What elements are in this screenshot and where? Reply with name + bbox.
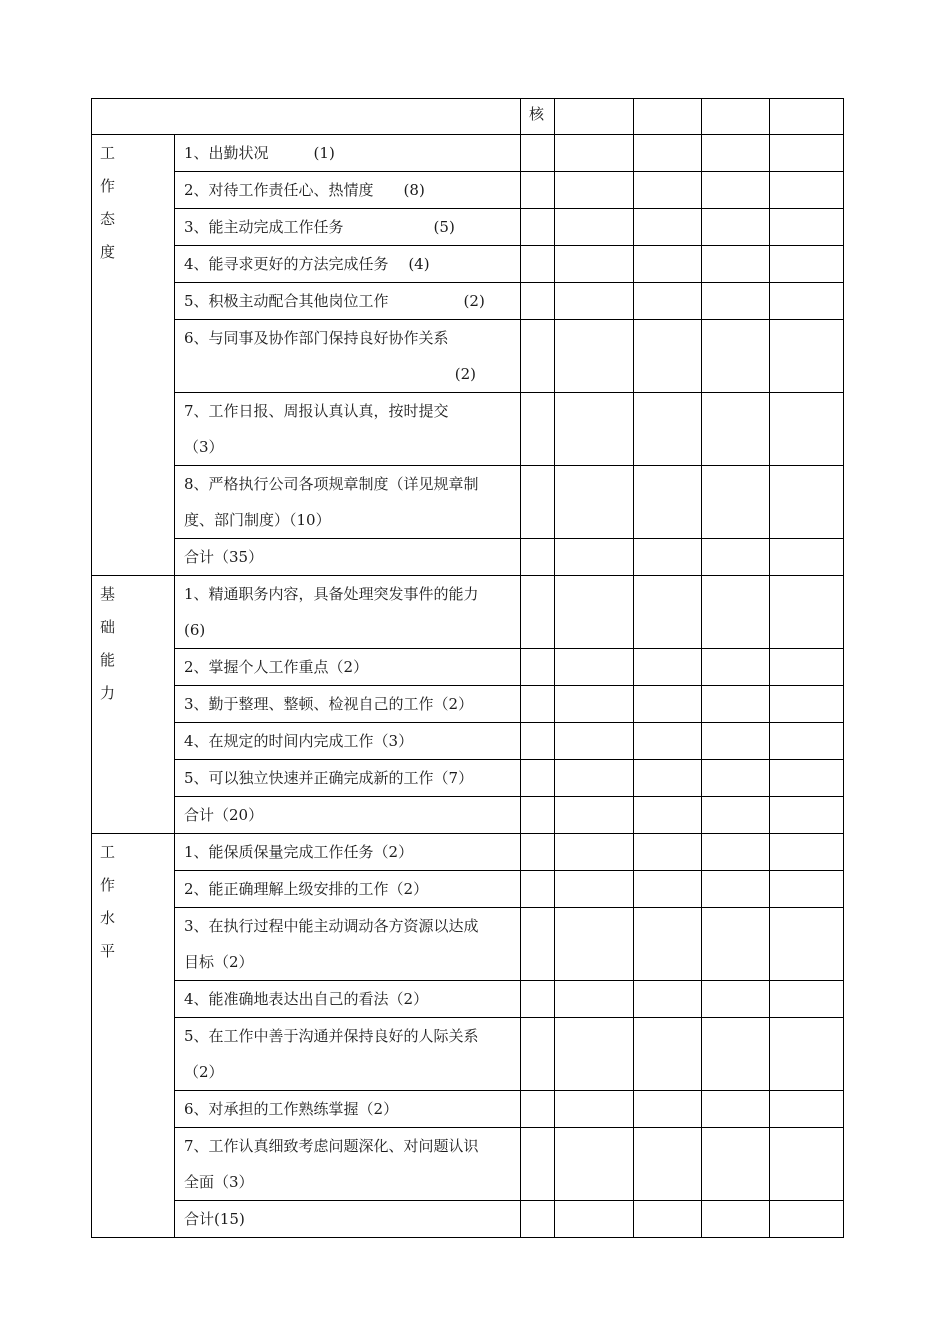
score-cell bbox=[634, 686, 702, 723]
score-cell bbox=[634, 539, 702, 576]
score-cell bbox=[634, 981, 702, 1018]
score-cell bbox=[555, 466, 634, 539]
category-char: 作 bbox=[100, 177, 116, 195]
score-cell bbox=[702, 834, 770, 871]
score-cell bbox=[702, 283, 770, 320]
item-text: 5、在工作中善于沟通并保持良好的人际关系 bbox=[184, 1027, 479, 1045]
score-cell bbox=[702, 209, 770, 246]
mark-cell bbox=[521, 246, 555, 283]
item-cell bbox=[175, 576, 521, 649]
table-row bbox=[92, 908, 844, 981]
score-cell bbox=[770, 99, 844, 135]
score-cell bbox=[770, 723, 844, 760]
score-cell bbox=[555, 99, 634, 135]
score-cell bbox=[770, 135, 844, 172]
score-cell bbox=[702, 135, 770, 172]
score-cell bbox=[555, 834, 634, 871]
mark-cell bbox=[521, 723, 555, 760]
score-cell bbox=[634, 1201, 702, 1238]
mark-cell bbox=[521, 797, 555, 834]
item-text-cont: 度、部门制度）（10） bbox=[184, 511, 331, 529]
header-blank-cell bbox=[92, 99, 521, 135]
item-text: 4、能寻求更好的方法完成任务 (4) bbox=[184, 255, 430, 273]
mark-cell bbox=[521, 834, 555, 871]
item-cell bbox=[175, 1018, 521, 1091]
item-cell bbox=[175, 209, 521, 246]
category-char: 水 bbox=[100, 909, 116, 927]
category-char: 能 bbox=[100, 651, 116, 669]
table-row bbox=[92, 1201, 844, 1238]
table-row bbox=[92, 871, 844, 908]
score-cell bbox=[555, 283, 634, 320]
score-cell bbox=[555, 209, 634, 246]
score-cell bbox=[634, 1091, 702, 1128]
score-cell bbox=[634, 1018, 702, 1091]
item-text-cont: 全面（3） bbox=[184, 1173, 254, 1191]
score-cell bbox=[634, 393, 702, 466]
score-cell bbox=[770, 576, 844, 649]
category-cell bbox=[92, 834, 175, 1238]
table-row bbox=[92, 649, 844, 686]
mark-cell bbox=[521, 981, 555, 1018]
item-text-cont: （2） bbox=[184, 1063, 224, 1081]
score-cell bbox=[702, 1018, 770, 1091]
mark-cell bbox=[521, 539, 555, 576]
subtotal-text: 合计（35） bbox=[184, 548, 264, 566]
table-row bbox=[92, 1018, 844, 1091]
item-cell bbox=[175, 760, 521, 797]
table-row bbox=[92, 723, 844, 760]
score-cell bbox=[770, 320, 844, 393]
score-cell bbox=[770, 1091, 844, 1128]
score-cell bbox=[634, 649, 702, 686]
table-row bbox=[92, 172, 844, 209]
score-cell bbox=[770, 466, 844, 539]
score-cell bbox=[702, 539, 770, 576]
mark-cell bbox=[521, 1201, 555, 1238]
table-row bbox=[92, 209, 844, 246]
score-cell bbox=[555, 320, 634, 393]
item-cell bbox=[175, 172, 521, 209]
score-cell bbox=[770, 871, 844, 908]
score-cell bbox=[770, 1201, 844, 1238]
table-row bbox=[92, 686, 844, 723]
score-cell bbox=[555, 908, 634, 981]
subtotal-cell bbox=[175, 797, 521, 834]
category-char: 工 bbox=[100, 144, 116, 162]
item-text-cont: (6) bbox=[184, 621, 206, 639]
item-cell bbox=[175, 246, 521, 283]
score-cell bbox=[702, 466, 770, 539]
score-cell bbox=[702, 393, 770, 466]
mark-cell bbox=[521, 209, 555, 246]
score-cell bbox=[555, 539, 634, 576]
score-cell bbox=[702, 908, 770, 981]
score-cell bbox=[702, 760, 770, 797]
score-cell bbox=[634, 172, 702, 209]
score-cell bbox=[770, 797, 844, 834]
score-cell bbox=[702, 1091, 770, 1128]
score-cell bbox=[702, 576, 770, 649]
score-cell bbox=[770, 908, 844, 981]
item-text: 1、出勤状况 (1) bbox=[184, 144, 335, 162]
score-cell bbox=[634, 1128, 702, 1201]
item-text: 1、能保质保量完成工作任务（2） bbox=[184, 843, 414, 861]
score-cell bbox=[770, 981, 844, 1018]
mark-cell bbox=[521, 1128, 555, 1201]
mark-cell bbox=[521, 172, 555, 209]
item-text-cont: (2) bbox=[454, 365, 476, 383]
subtotal-cell bbox=[175, 1201, 521, 1238]
item-text: 3、勤于整理、整顿、检视自己的工作（2） bbox=[184, 695, 474, 713]
table-row bbox=[92, 981, 844, 1018]
item-text: 7、工作认真细致考虑问题深化、对问题认识 bbox=[184, 1137, 479, 1155]
item-cell bbox=[175, 393, 521, 466]
item-cell bbox=[175, 871, 521, 908]
score-cell bbox=[555, 1128, 634, 1201]
item-text: 3、在执行过程中能主动调动各方资源以达成 bbox=[184, 917, 479, 935]
mark-cell bbox=[521, 135, 555, 172]
item-text: 2、对待工作责任心、热情度 (8) bbox=[184, 181, 425, 199]
table-row bbox=[92, 135, 844, 172]
score-cell bbox=[555, 649, 634, 686]
score-cell bbox=[702, 871, 770, 908]
score-cell bbox=[555, 576, 634, 649]
item-cell bbox=[175, 686, 521, 723]
table-row bbox=[92, 539, 844, 576]
item-text: 1、精通职务内容，具备处理突发事件的能力 bbox=[184, 585, 479, 603]
table-row bbox=[92, 1128, 844, 1201]
score-cell bbox=[634, 871, 702, 908]
item-cell bbox=[175, 723, 521, 760]
score-cell bbox=[634, 209, 702, 246]
score-cell bbox=[555, 723, 634, 760]
score-cell bbox=[770, 283, 844, 320]
table-row bbox=[92, 834, 844, 871]
item-text: 3、能主动完成工作任务 (5) bbox=[184, 218, 455, 236]
score-cell bbox=[770, 393, 844, 466]
score-cell bbox=[770, 539, 844, 576]
score-cell bbox=[634, 320, 702, 393]
item-cell bbox=[175, 908, 521, 981]
category-char: 度 bbox=[100, 243, 116, 261]
table-row bbox=[92, 466, 844, 539]
category-cell bbox=[92, 576, 175, 834]
score-cell bbox=[555, 797, 634, 834]
item-text: 2、能正确理解上级安排的工作（2） bbox=[184, 880, 429, 898]
item-cell bbox=[175, 466, 521, 539]
item-cell bbox=[175, 283, 521, 320]
category-char: 础 bbox=[100, 618, 116, 636]
score-cell bbox=[555, 981, 634, 1018]
score-cell bbox=[634, 908, 702, 981]
score-cell bbox=[634, 99, 702, 135]
subtotal-text: 合计（20） bbox=[184, 806, 264, 824]
header-mark-cell: 核 bbox=[521, 99, 555, 135]
mark-cell bbox=[521, 320, 555, 393]
score-cell bbox=[770, 760, 844, 797]
score-cell bbox=[702, 246, 770, 283]
score-cell bbox=[634, 246, 702, 283]
item-cell bbox=[175, 834, 521, 871]
mark-cell bbox=[521, 1091, 555, 1128]
score-cell bbox=[770, 686, 844, 723]
mark-cell bbox=[521, 649, 555, 686]
category-cell bbox=[92, 135, 175, 576]
score-cell bbox=[555, 1091, 634, 1128]
score-cell bbox=[555, 393, 634, 466]
score-cell bbox=[634, 466, 702, 539]
mark-cell bbox=[521, 908, 555, 981]
score-cell bbox=[555, 760, 634, 797]
table-row bbox=[92, 246, 844, 283]
score-cell bbox=[634, 723, 702, 760]
score-cell bbox=[702, 797, 770, 834]
item-text: 2、掌握个人工作重点（2） bbox=[184, 658, 369, 676]
item-text: 4、在规定的时间内完成工作（3） bbox=[184, 732, 414, 750]
evaluation-table bbox=[91, 98, 844, 1238]
item-text-cont: （3） bbox=[184, 438, 224, 456]
score-cell bbox=[702, 320, 770, 393]
score-cell bbox=[634, 135, 702, 172]
table-row bbox=[92, 393, 844, 466]
mark-cell bbox=[521, 466, 555, 539]
score-cell bbox=[770, 1128, 844, 1201]
table-row bbox=[92, 1091, 844, 1128]
item-cell bbox=[175, 1128, 521, 1201]
table-row bbox=[92, 283, 844, 320]
score-cell bbox=[770, 1018, 844, 1091]
subtotal-cell bbox=[175, 539, 521, 576]
score-cell bbox=[702, 649, 770, 686]
item-text: 5、可以独立快速并正确完成新的工作（7） bbox=[184, 769, 474, 787]
score-cell bbox=[634, 283, 702, 320]
score-cell bbox=[555, 871, 634, 908]
score-cell bbox=[770, 209, 844, 246]
mark-cell bbox=[521, 871, 555, 908]
score-cell bbox=[702, 1201, 770, 1238]
item-cell bbox=[175, 320, 521, 393]
score-cell bbox=[555, 1018, 634, 1091]
score-cell bbox=[634, 576, 702, 649]
item-text: 6、与同事及协作部门保持良好协作关系 bbox=[184, 329, 449, 347]
score-cell bbox=[770, 246, 844, 283]
item-text: 7、工作日报、周报认真认真，按时提交 bbox=[184, 402, 449, 420]
item-cell bbox=[175, 135, 521, 172]
item-cell bbox=[175, 649, 521, 686]
score-cell bbox=[702, 723, 770, 760]
score-cell bbox=[702, 1128, 770, 1201]
mark-cell bbox=[521, 686, 555, 723]
score-cell bbox=[634, 760, 702, 797]
score-cell bbox=[770, 834, 844, 871]
score-cell bbox=[634, 834, 702, 871]
category-char: 力 bbox=[100, 684, 116, 702]
category-char: 基 bbox=[100, 585, 116, 603]
score-cell bbox=[555, 135, 634, 172]
subtotal-text: 合计(15) bbox=[184, 1210, 245, 1228]
category-char: 态 bbox=[100, 210, 116, 228]
item-text-cont: 目标（2） bbox=[184, 953, 254, 971]
mark-cell bbox=[521, 1018, 555, 1091]
score-cell bbox=[555, 246, 634, 283]
item-text: 8、严格执行公司各项规章制度（详见规章制 bbox=[184, 475, 479, 493]
item-cell bbox=[175, 1091, 521, 1128]
mark-cell bbox=[521, 393, 555, 466]
score-cell bbox=[770, 649, 844, 686]
score-cell bbox=[555, 172, 634, 209]
category-char: 平 bbox=[100, 942, 116, 960]
table-row bbox=[92, 797, 844, 834]
item-text: 4、能准确地表达出自己的看法（2） bbox=[184, 990, 429, 1008]
score-cell bbox=[634, 797, 702, 834]
mark-cell bbox=[521, 760, 555, 797]
mark-cell bbox=[521, 576, 555, 649]
score-cell bbox=[555, 686, 634, 723]
header-row bbox=[92, 99, 844, 135]
item-text: 6、对承担的工作熟练掌握（2） bbox=[184, 1100, 399, 1118]
category-char: 作 bbox=[100, 876, 116, 894]
item-cell bbox=[175, 981, 521, 1018]
item-text: 5、积极主动配合其他岗位工作 (2) bbox=[184, 292, 485, 310]
table-row bbox=[92, 576, 844, 649]
score-cell bbox=[702, 172, 770, 209]
category-char: 工 bbox=[100, 843, 116, 861]
score-cell bbox=[770, 172, 844, 209]
mark-cell bbox=[521, 283, 555, 320]
table-row bbox=[92, 320, 844, 393]
score-cell bbox=[702, 981, 770, 1018]
score-cell bbox=[555, 1201, 634, 1238]
score-cell bbox=[702, 686, 770, 723]
table-row bbox=[92, 760, 844, 797]
score-cell bbox=[702, 99, 770, 135]
